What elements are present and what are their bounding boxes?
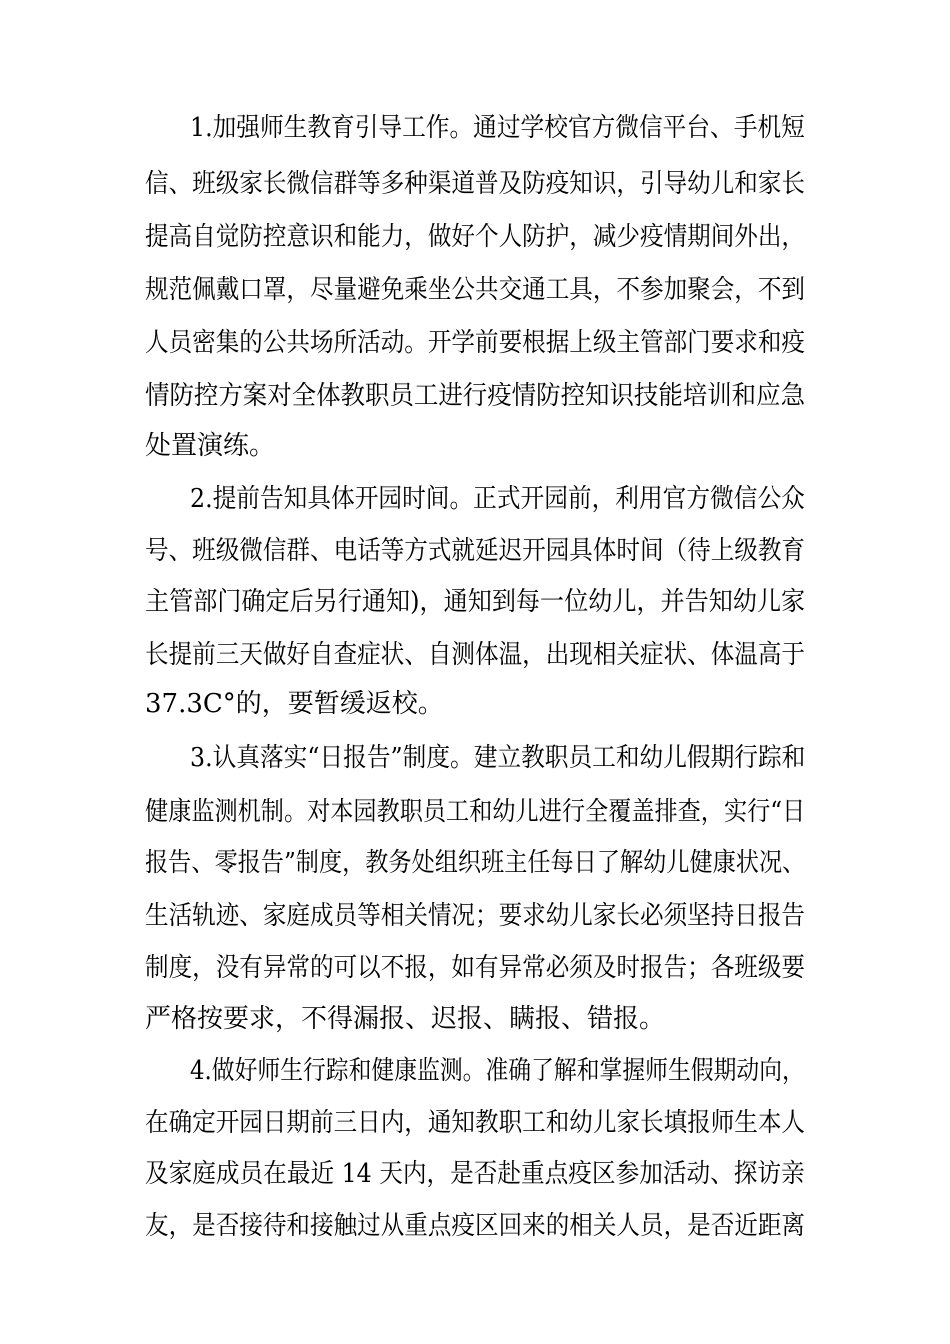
- text-line: 规范佩戴口罩，尽量避免乘坐公共交通工具，不参加聚会，不到: [145, 275, 806, 305]
- paragraph-1-line-4: [0, 270, 950, 310]
- paragraph-4-line-3: [0, 1154, 950, 1194]
- text-line: 号、班级微信群、电话等方式就延迟开园具体时间（待上级教育: [145, 536, 806, 566]
- paragraph-1-line-1: [0, 108, 950, 148]
- paragraph-2-line-4: [0, 635, 950, 675]
- paragraph-4-line-1: [0, 1051, 950, 1091]
- paragraph-2-line-3: [0, 582, 950, 622]
- text-line: 处置演练。: [145, 431, 276, 461]
- text-line: 健康监测机制。对本园教职员工和幼儿进行全覆盖排查，实行“日: [145, 797, 806, 827]
- text-line: 提高自觉防控意识和能力，做好个人防护，减少疫情期间外出，: [145, 222, 806, 252]
- paragraph-1-line-5: [0, 323, 950, 363]
- paragraph-3-line-4: [0, 896, 950, 936]
- paragraph-2-line-1: [0, 479, 950, 519]
- paragraph-3-line-1: [0, 738, 950, 778]
- paragraph-3-line-3: [0, 843, 950, 883]
- text-line: 严格按要求，不得漏报、迟报、瞒报、错报。: [145, 1004, 666, 1034]
- text-line: 情防控方案对全体教职员工进行疫情防控知识技能培训和应急: [145, 381, 806, 411]
- paragraph-1-line-3: [0, 217, 950, 257]
- text-line: 37.3C°的，要暂缓返校。: [145, 689, 444, 719]
- text-line: 人员密集的公共场所活动。开学前要根据上级主管部门要求和疫: [145, 328, 806, 358]
- paragraph-3-line-2: [0, 792, 950, 832]
- paragraph-1-line-7: [0, 426, 950, 466]
- text-line: 长提前三天做好自查症状、自测体温，出现相关症状、体温高于: [145, 640, 806, 670]
- paragraph-3-line-5: [0, 948, 950, 988]
- text-line: 1.加强师生教育引导工作。通过学校官方微信平台、手机短: [190, 113, 805, 143]
- text-line: 2.提前告知具体开园时间。正式开园前，利用官方微信公众: [190, 484, 805, 514]
- text-line: 信、班级家长微信群等多种渠道普及防疫知识，引导幼儿和家长: [145, 169, 806, 199]
- text-line: 报告、零报告”制度，教务处组织班主任每日了解幼儿健康状况、: [145, 848, 806, 878]
- text-line: 友，是否接待和接触过从重点疫区回来的相关人员，是否近距离: [145, 1211, 806, 1241]
- paragraph-4-line-4: [0, 1206, 950, 1246]
- text-line: 在确定开园日期前三日内，通知教职工和幼儿家长填报师生本人: [145, 1108, 806, 1138]
- text-line: 生活轨迹、家庭成员等相关情况；要求幼儿家长必须坚持日报告: [145, 901, 806, 931]
- text-line: 主管部门确定后另行通知)，通知到每一位幼儿，并告知幼儿家: [145, 587, 806, 617]
- paragraph-3-line-6: [0, 999, 950, 1039]
- paragraph-1-line-2: [0, 164, 950, 204]
- text-line: 4.做好师生行踪和健康监测。准确了解和掌握师生假期动向，: [190, 1056, 805, 1086]
- paragraph-1-line-6: [0, 376, 950, 416]
- paragraph-4-line-2: [0, 1103, 950, 1143]
- paragraph-2-line-2: [0, 531, 950, 571]
- text-line: 3.认真落实“日报告”制度。建立教职员工和幼儿假期行踪和: [190, 743, 806, 773]
- paragraph-2-line-5: [0, 684, 950, 724]
- text-line: 制度，没有异常的可以不报，如有异常必须及时报告；各班级要: [145, 953, 806, 983]
- text-line: 及家庭成员在最近 14 天内，是否赴重点疫区参加活动、探访亲: [145, 1159, 805, 1189]
